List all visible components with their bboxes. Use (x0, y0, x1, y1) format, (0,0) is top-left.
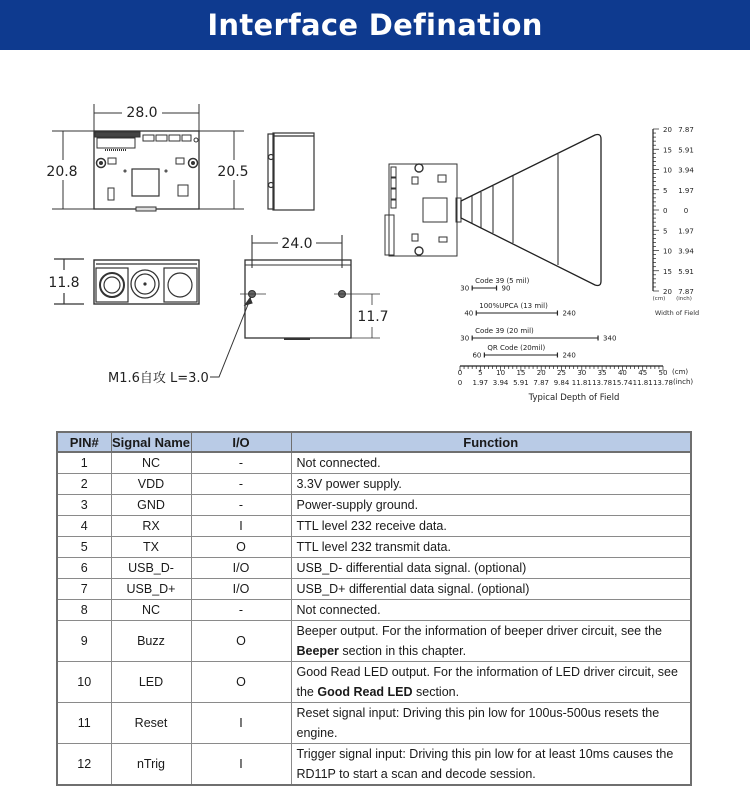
pin-number: 5 (57, 537, 111, 558)
signal-name: nTrig (111, 744, 191, 786)
function-text-end: section. (412, 685, 460, 699)
dim-height-left: 20.8 (46, 164, 78, 180)
function-text-end: section in this chapter. (338, 644, 467, 658)
signal-name: TX (111, 537, 191, 558)
signal-name: Buzz (111, 621, 191, 662)
table-row (57, 579, 691, 600)
width-tick-label-inch: 7.87 (678, 288, 694, 296)
mechanical-drawing (0, 50, 750, 430)
range-max-label: 240 (562, 309, 576, 318)
function-section-ref: Good Read LED (317, 685, 413, 699)
function-description: Not connected. (291, 452, 691, 474)
function-text: Beeper output. For the information of beeper driver circuit, see the (296, 624, 662, 638)
signal-name: NC (111, 600, 191, 621)
signal-name: Reset (111, 703, 191, 744)
pin-number: 3 (57, 495, 111, 516)
pin-number: 6 (57, 558, 111, 579)
header-function: Function (291, 432, 691, 452)
range-symbology-label: 100%UPCA (13 mil) (479, 302, 548, 310)
depth-tick-label-cm: 45 (638, 369, 648, 377)
range-symbology-label: Code 39 (20 mil) (475, 327, 534, 335)
width-tick-label-cm: 10 (663, 247, 672, 256)
io-direction: O (191, 662, 291, 703)
depth-tick-label-inch: 3.94 (492, 379, 509, 387)
width-scale (653, 126, 694, 296)
signal-name: GND (111, 495, 191, 516)
scanner-top-view (385, 164, 461, 256)
pin-number: 12 (57, 744, 111, 786)
depth-tick-label-cm: 20 (536, 369, 546, 377)
side-view (268, 133, 314, 210)
dim-hole-spacing: 24.0 (281, 236, 313, 252)
signal-name: RX (111, 516, 191, 537)
io-direction: O (191, 621, 291, 662)
range-symbology-label: Code 39 (5 mil) (475, 277, 530, 285)
depth-unit-cm: (cm) (672, 368, 689, 376)
table-row (57, 558, 691, 579)
function-description: USB_D+ differential data signal. (optional) (291, 579, 691, 600)
io-direction: O (191, 537, 291, 558)
width-tick-label-cm: 20 (663, 288, 672, 296)
header-io: I/O (191, 432, 291, 452)
signal-name: VDD (111, 474, 191, 495)
io-direction: - (191, 495, 291, 516)
depth-tick-label-inch: 7.87 (533, 379, 549, 387)
dim-width: 28.0 (126, 105, 158, 121)
width-tick-label-inch: 7.87 (678, 126, 694, 134)
depth-tick-label-inch: 11.81 (632, 379, 653, 387)
io-direction: I/O (191, 558, 291, 579)
depth-tick-label-inch: 15.74 (612, 379, 633, 387)
depth-tick-label-cm: 25 (557, 369, 566, 377)
function-description: TTL level 232 transmit data. (291, 537, 691, 558)
range-bars (460, 277, 616, 360)
pin-number: 1 (57, 452, 111, 474)
scan-cone (461, 135, 601, 286)
table-row (57, 537, 691, 558)
width-tick-label-cm: 20 (663, 126, 672, 134)
depth-tick-label-inch: 9.84 (553, 379, 570, 387)
pin-number: 8 (57, 600, 111, 621)
depth-tick-label-cm: 40 (617, 369, 627, 377)
depth-tick-label-inch: 0 (457, 379, 463, 387)
range-symbology-label: QR Code (20mil) (487, 344, 546, 352)
range-min-label: 40 (464, 309, 474, 318)
table-row (57, 703, 691, 744)
depth-tick-label-inch: 13.78 (652, 379, 674, 387)
depth-tick-label-cm: 15 (516, 369, 526, 377)
function-description: USB_D- differential data signal. (optional) (291, 558, 691, 579)
range-min-label: 30 (460, 334, 470, 343)
function-description (291, 662, 691, 703)
depth-tick-label-cm: 35 (597, 369, 607, 377)
io-direction: - (191, 600, 291, 621)
depth-tick-label-inch: 13.78 (592, 379, 613, 387)
range-max-label: 340 (603, 334, 617, 343)
function-description: Reset signal input: Driving this pin low for 100us-500us resets the engine. (291, 703, 691, 744)
dim-front-face-height: 11.8 (48, 275, 80, 291)
depth-tick-label-inch: 1.97 (472, 379, 489, 387)
pin-number: 10 (57, 662, 111, 703)
depth-tick-label-inch: 11.81 (571, 379, 592, 387)
header-signal-name: Signal Name (111, 432, 191, 452)
depth-tick-label-cm: 10 (496, 369, 506, 377)
table-row (57, 744, 691, 786)
function-description: Trigger signal input: Driving this pin low for at least 10ms causes the RD11P to start a scan and decode session. (291, 744, 691, 786)
io-direction: - (191, 452, 291, 474)
table-header-row (57, 432, 691, 452)
table-row (57, 662, 691, 703)
pin-number: 2 (57, 474, 111, 495)
width-tick-label-cm: 15 (663, 146, 672, 155)
io-direction: I (191, 744, 291, 786)
depth-tick-label-inch: 5.91 (513, 379, 529, 387)
width-unit-cm: (cm) (652, 296, 666, 302)
table-row (57, 621, 691, 662)
dim-hole-height: 11.7 (357, 309, 389, 325)
function-section-ref: Beeper (296, 644, 339, 658)
pin-table (56, 431, 692, 786)
io-direction: I/O (191, 579, 291, 600)
function-description: Power-supply ground. (291, 495, 691, 516)
signal-name: LED (111, 662, 191, 703)
width-tick-label-inch: 5.91 (678, 267, 694, 276)
table-row (57, 600, 691, 621)
depth-unit-inch: (inch) (673, 378, 694, 386)
width-tick-label-cm: 5 (663, 186, 668, 195)
pin-number: 9 (57, 621, 111, 662)
width-tick-label-cm: 0 (663, 207, 668, 215)
width-tick-label-inch: 0 (683, 207, 689, 215)
width-tick-label-inch: 1.97 (678, 227, 694, 236)
depth-tick-label-cm: 0 (457, 369, 463, 377)
table-row (57, 495, 691, 516)
table-row (57, 452, 691, 474)
range-max-label: 240 (562, 351, 576, 360)
io-direction: - (191, 474, 291, 495)
io-direction: I (191, 703, 291, 744)
function-description: Not connected. (291, 600, 691, 621)
table-row (57, 474, 691, 495)
signal-name: USB_D- (111, 558, 191, 579)
range-min-label: 30 (460, 284, 470, 293)
signal-name: USB_D+ (111, 579, 191, 600)
width-tick-label-cm: 15 (663, 267, 672, 276)
width-unit-inch: (inch) (676, 296, 692, 302)
pin-number: 11 (57, 703, 111, 744)
range-min-label: 60 (472, 351, 482, 360)
depth-tick-label-cm: 30 (577, 369, 587, 377)
table-row (57, 516, 691, 537)
pin-number: 4 (57, 516, 111, 537)
page-title-banner (0, 0, 750, 50)
signal-name: NC (111, 452, 191, 474)
width-tick-label-inch: 1.97 (678, 186, 694, 195)
function-text: Good Read LED output. For the information of LED driver circuit, see the (296, 665, 678, 699)
range-max-label: 90 (501, 284, 511, 293)
drawing-svg (0, 50, 750, 430)
function-description: 3.3V power supply. (291, 474, 691, 495)
width-tick-label-cm: 5 (663, 227, 668, 236)
dim-height-right: 20.5 (217, 164, 249, 180)
width-tick-label-cm: 10 (663, 166, 672, 175)
function-description: TTL level 232 receive data. (291, 516, 691, 537)
bottom-view (210, 235, 380, 377)
depth-scale (458, 366, 673, 387)
width-tick-label-inch: 3.94 (678, 166, 694, 175)
function-description (291, 621, 691, 662)
screw-note: M1.6自攻 L=3.0 (108, 371, 209, 386)
depth-caption: Typical Depth of Field (528, 393, 620, 403)
io-direction: I (191, 516, 291, 537)
depth-tick-label-cm: 5 (478, 369, 483, 377)
page-title: Interface Defination (207, 8, 543, 42)
width-tick-label-inch: 5.91 (678, 146, 694, 155)
width-caption: Width of Field (654, 309, 700, 317)
pin-number: 7 (57, 579, 111, 600)
header-pin: PIN# (57, 432, 111, 452)
width-tick-label-inch: 3.94 (678, 247, 694, 256)
depth-tick-label-cm: 50 (658, 369, 668, 377)
